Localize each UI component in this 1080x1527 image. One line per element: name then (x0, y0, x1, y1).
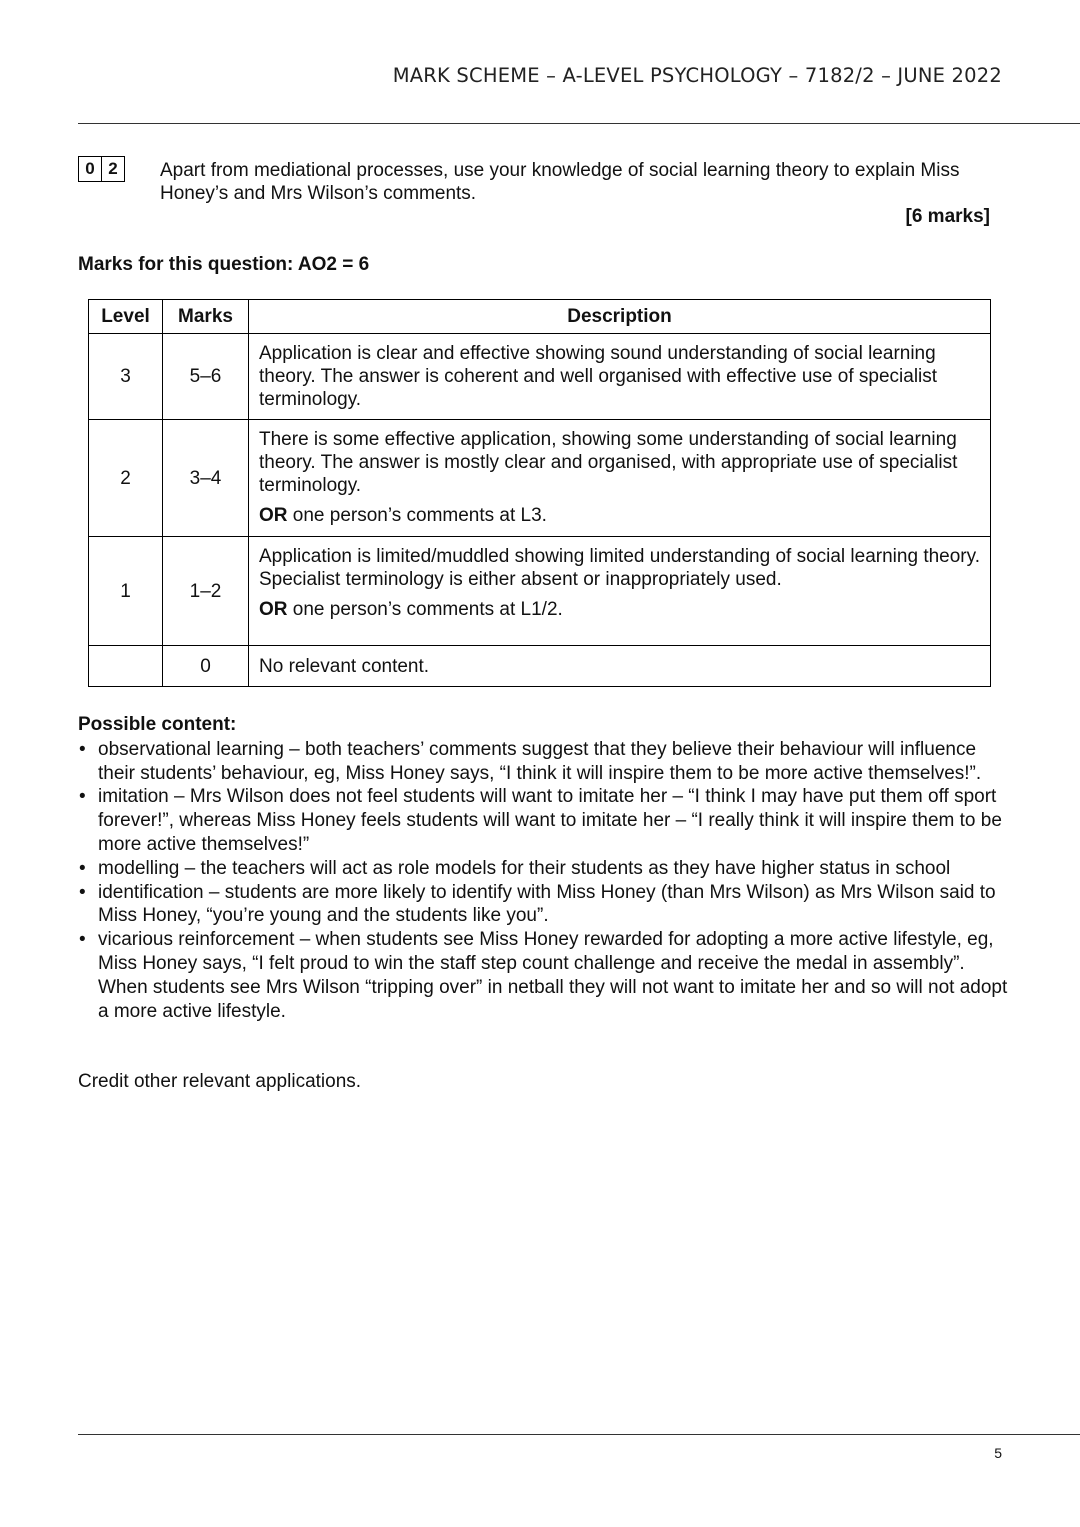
level-cell (89, 646, 163, 687)
question-number-box (78, 156, 125, 182)
marks-cell: 3–4 (163, 420, 249, 537)
possible-content-list (78, 738, 1008, 1024)
possible-content-heading: Possible content: (78, 714, 237, 735)
description-header: Description (249, 300, 991, 334)
header-divider (78, 123, 1080, 124)
marks-for-question: Marks for this question: AO2 = 6 (78, 254, 370, 275)
question-number-digit: 2 (101, 157, 124, 181)
description-cell (249, 334, 991, 420)
level-cell: 3 (89, 334, 163, 420)
table-row (89, 537, 991, 646)
list-item-text: modelling – the teachers will act as role models for their students as they have higher status in school (98, 857, 951, 879)
level-cell: 2 (89, 420, 163, 537)
list-item (78, 738, 1008, 786)
or-line (259, 598, 980, 621)
description-text: Application is clear and effective showing sound understanding of social learning theory. The answer is coherent and well organised with effective use of specialist terminology. (259, 343, 938, 410)
or-line (259, 504, 980, 527)
page-number: 5 (994, 1445, 1002, 1461)
list-item (78, 881, 1008, 929)
or-text: one person’s comments at L3. (287, 505, 547, 526)
levels-table (88, 299, 991, 687)
description-cell (249, 646, 991, 687)
marks-cell: 5–6 (163, 334, 249, 420)
page-header-title: MARK SCHEME – A-LEVEL PSYCHOLOGY – 7182/2 – JUNE 2022 (392, 64, 1002, 87)
bullet-icon: • (79, 786, 86, 808)
description-text: No relevant content. (259, 655, 430, 677)
level-cell: 1 (89, 537, 163, 646)
or-keyword: OR (259, 505, 288, 526)
list-item-text: observational learning – both teachers’ comments suggest that they believe their behaviour will influence their students’ behaviour, eg, Miss Honey says, “I think it will inspire them to be more active themselves!”. (98, 738, 982, 784)
list-item (78, 928, 1008, 1023)
possible-content (78, 713, 1008, 1023)
table-row (89, 334, 991, 420)
list-item (78, 785, 1008, 856)
bullet-icon: • (79, 929, 86, 951)
marks-cell: 1–2 (163, 537, 249, 646)
list-item-text: vicarious reinforcement – when students see Miss Honey rewarded for adopting a more active lifestyle, eg, Miss Honey says, “I felt proud to win the staff step count challenge and receive the medal in assembly”. When students see Mrs Wilson “tripping over” in netball they will not want to imitate her and so will not adopt a more active lifestyle. (98, 929, 1008, 1022)
footer-divider (78, 1434, 1080, 1435)
list-item-text: identification – students are more likely to identify with Miss Honey (than Mrs Wilson) as Mrs Wilson said to Miss Honey, “you’re young and the students like you”. (98, 881, 996, 927)
description-text: Application is limited/muddled showing limited understanding of social learning theory. Specialist terminology is either absent or inappropriately used. (259, 546, 980, 590)
table-row (89, 646, 991, 687)
level-header: Level (89, 300, 163, 334)
bullet-icon: • (79, 738, 86, 760)
bullet-icon: • (79, 881, 86, 903)
question-text: Apart from mediational processes, use your knowledge of social learning theory to explain Miss Honey’s and Mrs Wilson’s comments. (160, 160, 960, 204)
table-header-row (89, 300, 991, 334)
description-cell (249, 537, 991, 646)
credit-note: Credit other relevant applications. (78, 1071, 362, 1092)
marks-header: Marks (163, 300, 249, 334)
list-item (78, 857, 1008, 881)
question-marks: [6 marks] (905, 206, 990, 227)
bullet-icon: • (79, 857, 86, 879)
marks-cell: 0 (163, 646, 249, 687)
question-number-digit: 0 (85, 159, 95, 178)
or-text: one person’s comments at L1/2. (287, 599, 563, 620)
description-cell (249, 420, 991, 537)
table-row (89, 420, 991, 537)
description-text: There is some effective application, showing some understanding of social learning theory. The answer is mostly clear and organised, with appropriate use of specialist terminology. (259, 429, 958, 496)
list-item-text: imitation – Mrs Wilson does not feel students will want to imitate her – “I think I may have put them off sport forever!”, whereas Miss Honey feels students will want to imitate her – “I really think it will inspire them to be more active themselves!” (98, 786, 1002, 855)
or-keyword: OR (259, 599, 288, 620)
